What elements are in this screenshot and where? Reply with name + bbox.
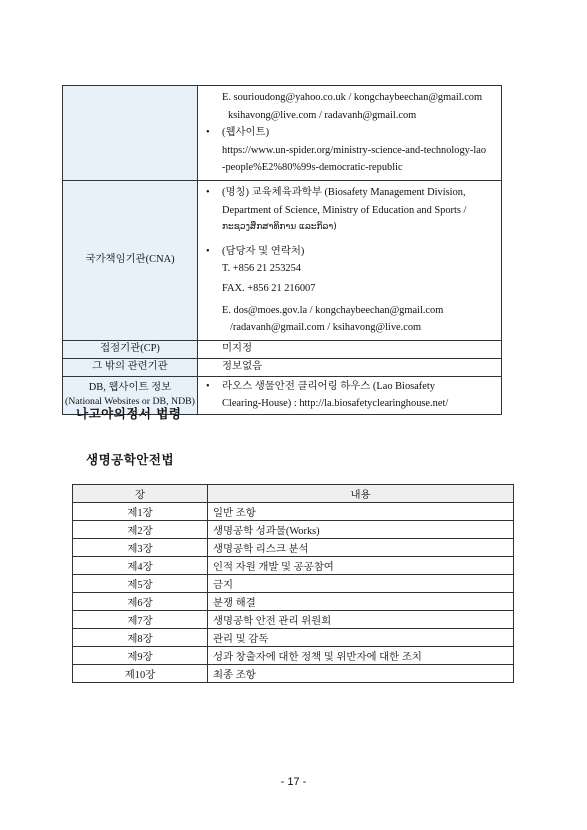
agency-name-line: ກະຊວງສຶກສາທິການ ແລະກິລາ) — [222, 222, 337, 233]
table-row — [73, 611, 514, 629]
contact-email-line: ksihavong@live.com / radavanh@gmail.com — [228, 109, 417, 121]
table-row — [73, 647, 514, 665]
bullet: • — [206, 245, 210, 257]
chapter-content: 일반 조항 — [208, 503, 514, 521]
chapter-number: 제6장 — [73, 593, 208, 611]
chapter-number: 제2장 — [73, 521, 208, 539]
chapter-content: 성과 창출자에 대한 정책 및 위반자에 대한 조치 — [208, 647, 514, 665]
column-header-content: 내용 — [208, 485, 514, 503]
bullet: • — [206, 380, 210, 392]
chapter-number: 제9장 — [73, 647, 208, 665]
website-url-line[interactable]: -people%E2%80%99s-democratic-republic — [222, 162, 403, 174]
bullet: • — [206, 127, 210, 139]
table-row — [73, 521, 514, 539]
law-table-body — [73, 503, 514, 683]
table-row — [73, 557, 514, 575]
contact-label: (담당자 및 연락처) — [222, 245, 305, 257]
other-agencies-value: 정보없음 — [198, 358, 502, 376]
section-title: 나고야의정서 법령 — [76, 406, 182, 421]
list-item — [204, 124, 495, 177]
table-row — [73, 503, 514, 521]
contact-email-line: E. sourioudong@yahoo.co.uk / kongchaybeechan@gmail.com — [222, 92, 483, 104]
fax: FAX. +856 21 216007 — [222, 282, 316, 294]
chapter-content: 최종 조항 — [208, 665, 514, 683]
chapter-content: 생명공학 안전 관리 위원회 — [208, 611, 514, 629]
law-chapter-table — [72, 484, 514, 683]
list-item — [204, 243, 495, 337]
db-value-line[interactable]: Clearing-House) : http://la.biosafetyclearinghouse.net/ — [222, 398, 449, 410]
cna-label: 국가책임기관(CNA) — [63, 181, 198, 341]
cp-label: 접점기관(CP) — [63, 340, 198, 358]
chapter-number: 제3장 — [73, 539, 208, 557]
db-label-line: DB, 웹사이트 정보 — [88, 382, 172, 394]
list-item — [204, 184, 495, 237]
email-line: /radavanh@gmail.com / ksihavong@live.com — [230, 322, 422, 334]
cna-value-cell — [198, 181, 502, 341]
chapter-number: 제8장 — [73, 629, 208, 647]
db-label-line: (National Websites or DB, NDB) — [65, 396, 195, 408]
table-header-row — [73, 485, 514, 503]
chapter-content: 관리 및 감독 — [208, 629, 514, 647]
table-row — [63, 181, 502, 341]
other-agencies-label: 그 밖의 관련기관 — [63, 358, 198, 376]
cna-info-table — [62, 85, 502, 415]
tel: T. +856 21 253254 — [222, 263, 301, 275]
agency-name-line: Department of Science, Ministry of Education and Sports / — [222, 204, 467, 216]
website-url-line[interactable]: https://www.un-spider.org/ministry-science-and-technology-lao — [222, 144, 487, 156]
table-row — [73, 539, 514, 557]
chapter-content: 인적 자원 개발 및 공공참여 — [208, 557, 514, 575]
db-value-cell — [198, 376, 502, 414]
chapter-content: 금지 — [208, 575, 514, 593]
chapter-content: 분쟁 해결 — [208, 593, 514, 611]
table-row — [63, 86, 502, 181]
chapter-number: 제7장 — [73, 611, 208, 629]
cp-value: 미지정 — [198, 340, 502, 358]
db-value-line: 라오스 생물안전 클리어링 하우스 (Lao Biosafety — [222, 380, 435, 392]
chapter-number: 제5장 — [73, 575, 208, 593]
chapter-number: 제10장 — [73, 665, 208, 683]
table-row — [73, 575, 514, 593]
table-row — [63, 358, 502, 376]
chapter-number: 제1장 — [73, 503, 208, 521]
chapter-content: 생명공학 성과물(Works) — [208, 521, 514, 539]
chapter-number: 제4장 — [73, 557, 208, 575]
table-row — [63, 340, 502, 358]
agency-name-line: (명칭) 교육체육과학부 (Biosafety Management Division, — [222, 187, 466, 198]
page-number: - 17 - — [280, 776, 307, 788]
table-row — [73, 593, 514, 611]
table-row — [73, 665, 514, 683]
chapter-content: 생명공학 리스크 분석 — [208, 539, 514, 557]
law-title: 생명공학안전법 — [86, 452, 175, 467]
website-label: (웹사이트) — [222, 127, 270, 139]
empty-label-cell — [63, 86, 198, 181]
email-line: E. dos@moes.gov.la / kongchaybeechan@gmail.com — [222, 304, 444, 316]
contact-website-cell — [198, 86, 502, 181]
column-header-chapter: 장 — [73, 485, 208, 503]
bullet: • — [206, 187, 210, 198]
table-row — [73, 629, 514, 647]
list-item — [204, 378, 495, 413]
